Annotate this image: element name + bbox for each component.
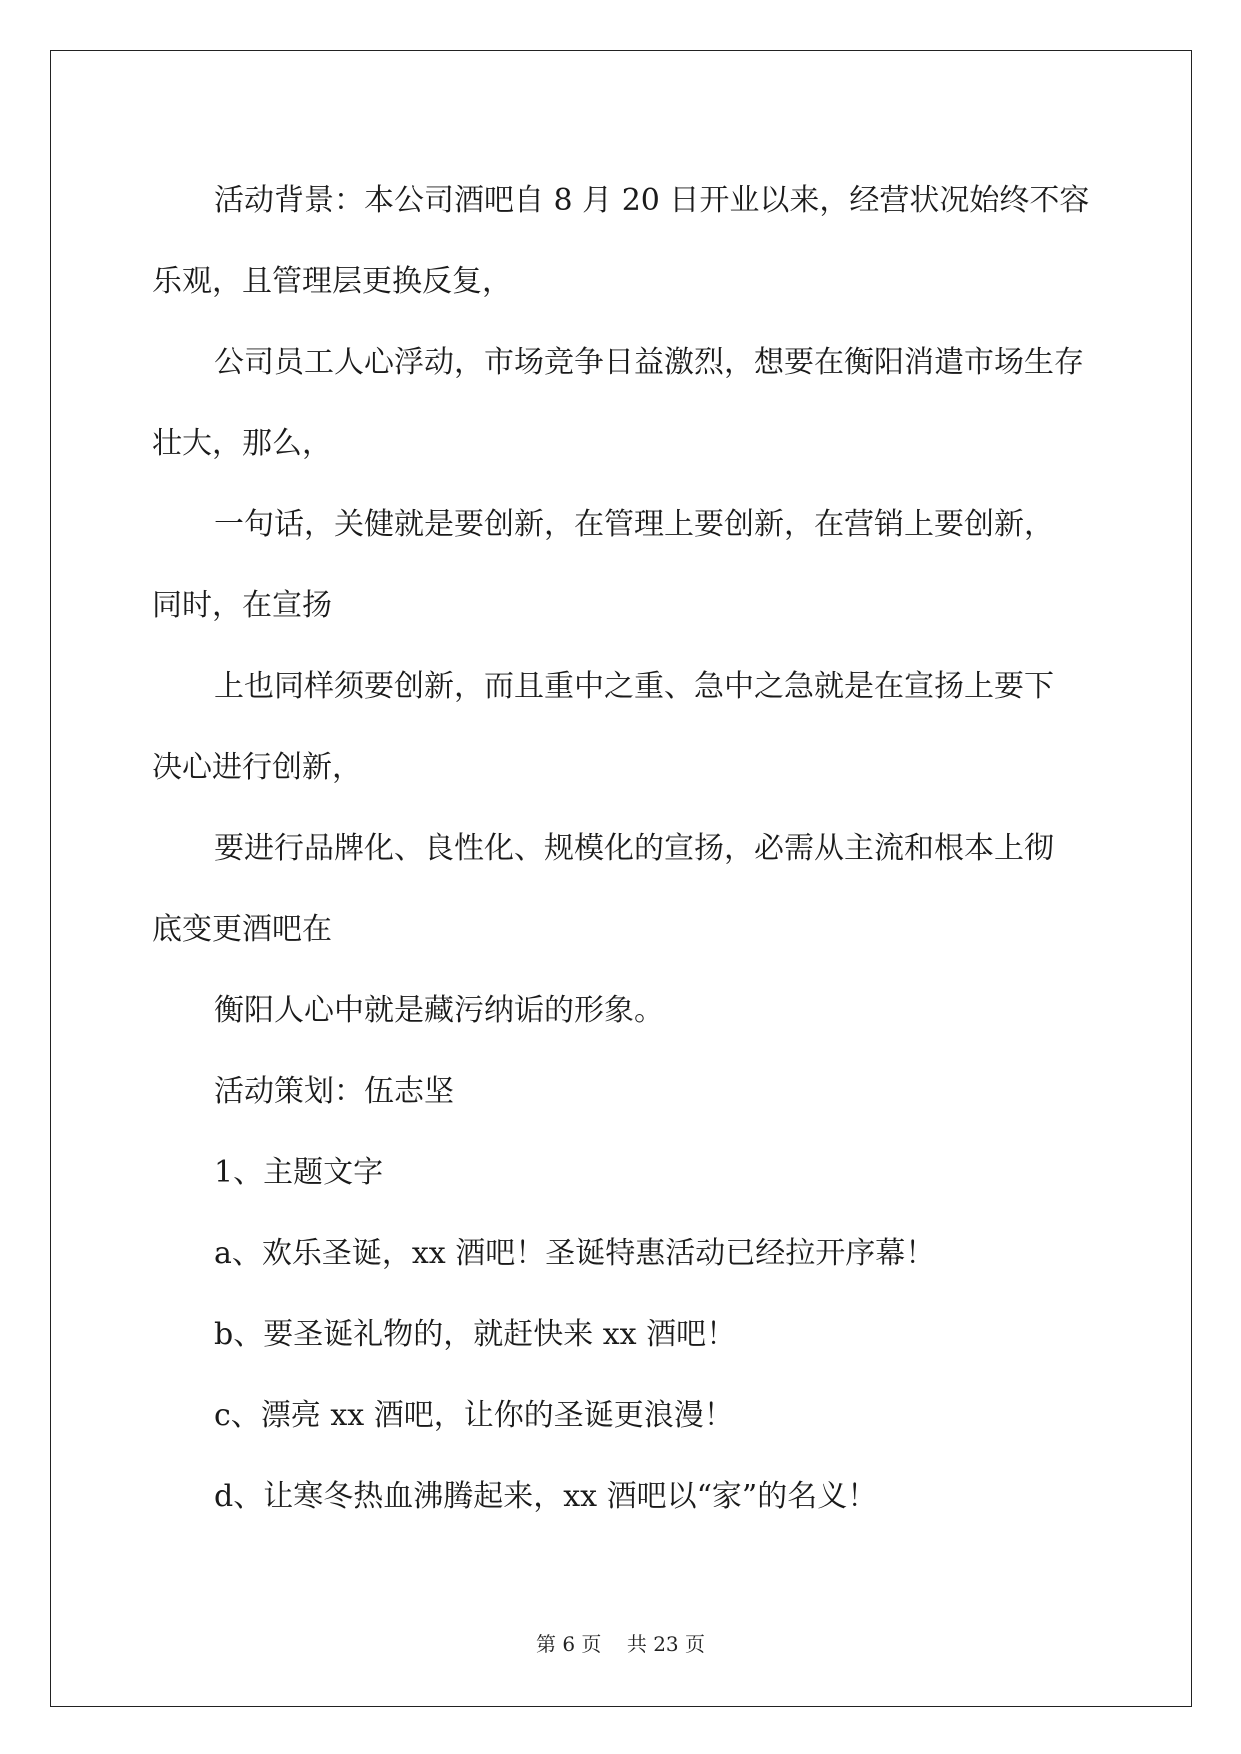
text-lines [152, 160, 1092, 1537]
text-line: 公司员工人心浮动，市场竞争日益激烈，想要在衡阳消遣市场生存 [214, 345, 1084, 380]
text-line: 1、主题文字 [214, 1155, 384, 1190]
text-line: 乐观，且管理层更换反复， [152, 264, 512, 299]
text-line: 壮大，那么， [152, 426, 332, 461]
text-line: c、漂亮 xx 酒吧，让你的圣诞更浪漫！ [214, 1398, 734, 1433]
text-line: 底变更酒吧在 [152, 912, 332, 947]
text-line: 活动背景：本公司酒吧自 8 月 20 日开业以来，经营状况始终不容 [214, 183, 1090, 218]
text-line: 同时，在宣扬 [152, 588, 332, 623]
text-line: 衡阳人心中就是藏污纳诟的形象。 [214, 993, 664, 1028]
text-line: b、要圣诞礼物的，就赶快来 xx 酒吧！ [214, 1317, 737, 1352]
text-line: 决心进行创新， [152, 750, 362, 785]
text-line: 上也同样须要创新，而且重中之重、急中之急就是在宣扬上要下 [214, 669, 1054, 704]
text-line: a、欢乐圣诞，xx 酒吧！圣诞特惠活动已经拉开序幕！ [214, 1236, 936, 1271]
text-line: 要进行品牌化、良性化、规模化的宣扬，必需从主流和根本上彻 [214, 831, 1054, 866]
text-line: 一句话，关健就是要创新，在管理上要创新，在营销上要创新， [214, 507, 1054, 542]
text-line: 活动策划：伍志坚 [214, 1074, 454, 1109]
page-footer: 第 6 页 共 23 页 [535, 1632, 706, 1656]
text-line: d、让寒冬热血沸腾起来，xx 酒吧以“家”的名义！ [214, 1479, 878, 1514]
document-body [152, 160, 1092, 1537]
